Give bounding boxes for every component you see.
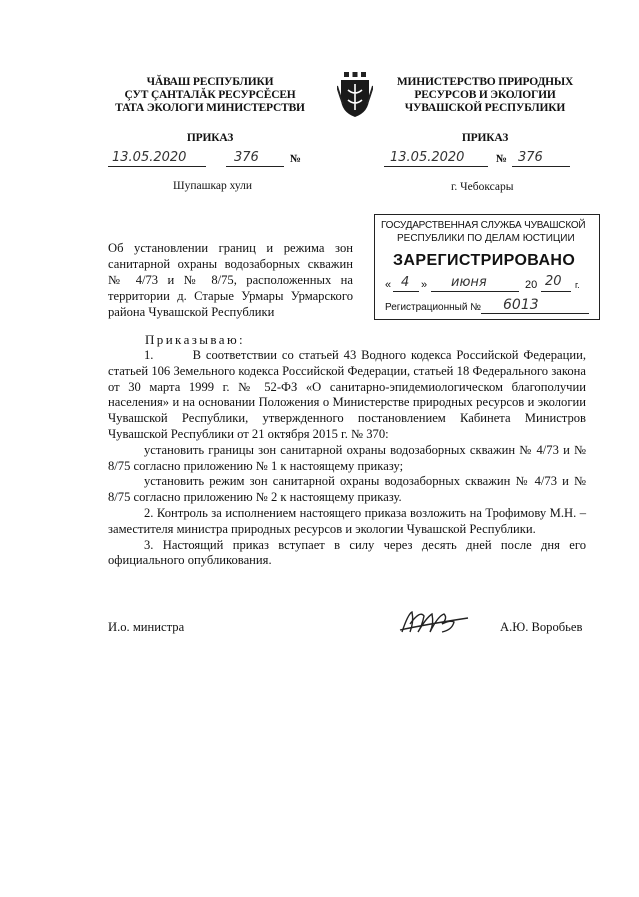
city-chuvash: Шупашкар хули bbox=[173, 180, 253, 192]
stamp-title: ЗАРЕГИСТРИРОВАНО bbox=[393, 252, 576, 269]
header-left-line3: ТАТА ЭКОЛОГИ МИНИСТЕРСТВИ bbox=[115, 102, 305, 114]
order-subject: Об установлении границ и режима зон санитарной охраны водозаборных скважин № 4/73 и № 8/75, расположенных на территории д. Старые Урмары Урмарского района Чувашской Республики bbox=[108, 241, 353, 319]
stamp-year-suffix: 20 bbox=[545, 274, 562, 289]
order-date-right bbox=[384, 150, 584, 168]
order-date-left bbox=[108, 150, 303, 168]
order-word: Приказываю: bbox=[145, 332, 246, 347]
handwritten-signature bbox=[398, 606, 478, 638]
ministry-name-chuvash bbox=[100, 76, 320, 115]
signatory-position: И.о. министра bbox=[108, 620, 185, 634]
stamp-day: 4 bbox=[401, 275, 410, 290]
number-underline-left bbox=[226, 166, 284, 167]
header-right-line3: ЧУВАШСКОЙ РЕСПУБЛИКИ bbox=[404, 102, 566, 114]
order-date-left-value: 13.05.2020 bbox=[112, 150, 187, 165]
paragraph-1-text: В соответствии со статьей 43 Водного кодекса Российской Федерации, статьей 106 Земельного кодекса Российской Федерации, статьей 18 Федерального закона от 30 марта 1999 г. № 52-ФЗ «О санитарно-эпидемиологическом благополучии населения» и на основании Положения о Министерстве природных ресурсов и экологии Чувашской Республики, утвержденного постановлением Кабинета Министров Чувашской Республики от 21 октября 2015 г. № 370: bbox=[108, 348, 586, 441]
chuvashia-emblem-icon bbox=[337, 72, 373, 118]
date-underline-left bbox=[108, 166, 206, 167]
stamp-line1: ГОСУДАРСТВЕННАЯ СЛУЖБА ЧУВАШСКОЙ bbox=[381, 220, 586, 231]
header-left-line1: ЧĂВАШ РЕСПУБЛИКИ bbox=[146, 76, 274, 88]
ministry-name-russian bbox=[385, 76, 585, 115]
number-sign-right: № bbox=[496, 153, 508, 165]
number-underline-right bbox=[512, 166, 570, 167]
order-number-left-value: 376 bbox=[234, 150, 259, 165]
paragraph-1-number: 1. bbox=[144, 348, 154, 362]
paragraph-2: 2. Контроль за исполнением настоящего приказа возложить на Трофимову М.Н. – заместителя министра природных ресурсов и экологии Чувашской Республики. bbox=[108, 505, 586, 536]
paragraph-1a: установить границы зон санитарной охраны водозаборных скважин № 4/73 и № 8/75 согласно приложению № 1 к настоящему приказу; bbox=[108, 442, 586, 473]
order-body bbox=[108, 348, 586, 569]
stamp-line2: РЕСПУБЛИКИ ПО ДЕЛАМ ЮСТИЦИИ bbox=[397, 233, 575, 244]
signatory-name: А.Ю. Воробьев bbox=[500, 620, 583, 634]
header-left-line2: ÇУТ ÇАНТАЛĂК РЕСУРСĔСЕН bbox=[124, 89, 296, 101]
stamp-year-prefix: 20 bbox=[525, 279, 538, 291]
paragraph-3: 3. Настоящий приказ вступает в силу через десять дней после дня его официального опубликования. bbox=[108, 537, 586, 568]
header-right-line2: РЕСУРСОВ И ЭКОЛОГИИ bbox=[414, 89, 556, 101]
stamp-year-g: г. bbox=[575, 280, 580, 290]
stamp-month: июня bbox=[451, 275, 487, 290]
date-underline-right bbox=[384, 166, 488, 167]
header-right-line1: МИНИСТЕРСТВО ПРИРОДНЫХ bbox=[396, 76, 574, 88]
paragraph-1 bbox=[108, 348, 586, 443]
order-number-right-value: 376 bbox=[518, 150, 543, 165]
paragraph-1b: установить режим зон санитарной охраны водозаборных скважин № 4/73 и № 8/75 согласно приложению № 2 к настоящему приказу. bbox=[108, 474, 586, 505]
stamp-date: « 4 » июня 20 20 г. bbox=[385, 274, 580, 291]
stamp-reg-label: Регистрационный № bbox=[385, 302, 481, 313]
order-date-right-value: 13.05.2020 bbox=[390, 150, 465, 165]
order-title-left: ПРИКАЗ bbox=[186, 132, 234, 144]
number-sign-left: № bbox=[290, 153, 302, 165]
registration-stamp bbox=[374, 214, 600, 320]
order-title-right: ПРИКАЗ bbox=[461, 132, 509, 144]
city-russian: г. Чебоксары bbox=[451, 181, 514, 193]
stamp-reg-number: 6013 bbox=[503, 297, 539, 313]
